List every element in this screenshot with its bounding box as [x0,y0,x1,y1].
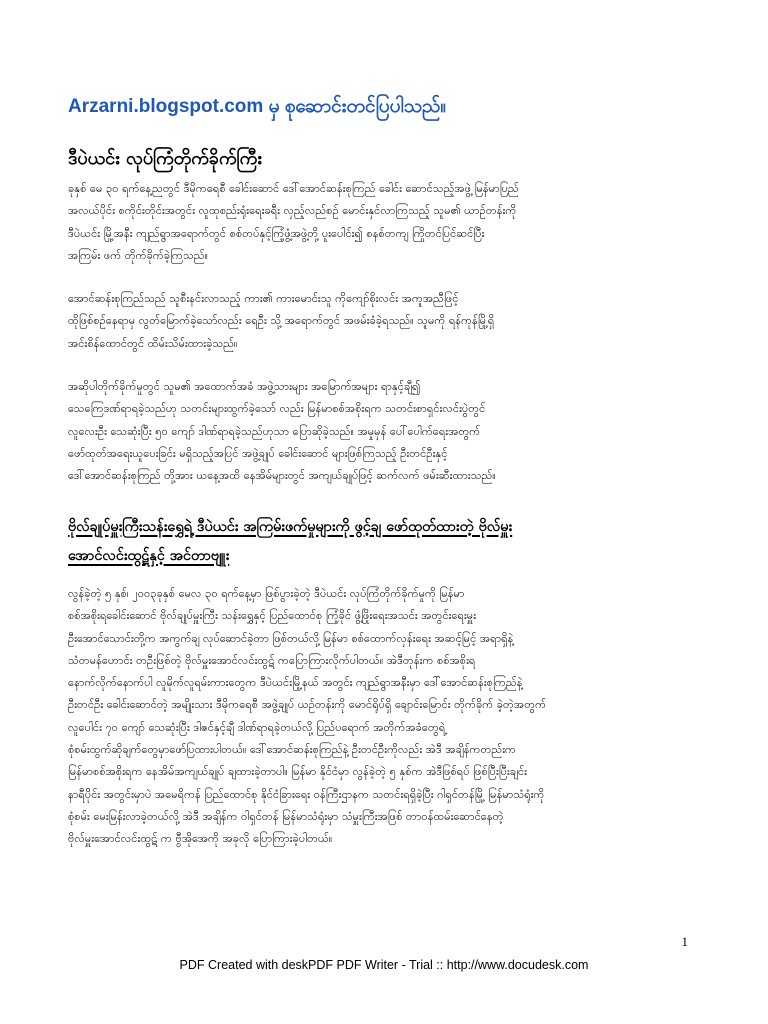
paragraph-line: စုံစမ်း မေးမြန်းလာခဲ့တယ်လို့ အဲဒီ အချိန်က ဝါရှင်တန် မြန်မာသံရုံးမှာ သံမှူးကြီးအဖြစ် တာဝန်ထမ်းဆောင်နေတဲ့ [68,809,504,823]
paragraph-line: ဒီပဲယင်း မြို့အနီး ကျည်ရွာအရောက်တွင် စစ်တပ်နှင့်ကြံ့ဖွံ့အဖွဲ့တို့ ပူးပေါင်း၍ စနစ်တကျ ကြိုတင်ပြင်ဆင်ပြီး [68,226,485,240]
paragraph-line: အလယ်ပိုင်း စကိုင်းတိုင်းအတွင်း လူထုစည်းရုံးရေးခရီး လှည့်လည်စဉ် မောင်းနှင်လာကြသည့် သူမ၏ ယာဉ်တန်းကို [68,204,517,218]
paragraph-line: ခုနှစ် မေ ၃၀ ရက်နေ့ညတွင် ဒီမိုကရေစီ ခေါင်းဆောင် ဒေါ်အောင်ဆန်းစုကြည် ခေါင်း ဆောင်သည့်အဖွဲ့ မြန်မာပြည် [68,182,519,195]
paragraph-line: အဆိုပါတိုက်ခိုက်မှုတွင် သူမ၏ အထောက်အခံ အဖွဲ့သားများ အမြောက်အများ ရာနှင့်ချီ၍ [68,380,421,393]
paragraph-4 [68,583,708,851]
paragraph-line: လွန်ခဲ့တဲ့ ၅ နှစ်၊ ၂၀၀၃ခုနှစ် မေလ ၃၀ ရက်နေ့မှာ ဖြစ်ပွားခဲ့တဲ့ ဒီပဲယင်း လုပ်ကြံတိုက်ခိုက်မှုကို မြန်မာ [68,587,465,600]
paragraph-line: ဦးတင်ဦး ခေါင်းဆောင်တဲ့ အမျိုးသား ဒီမိုကရေစီ အဖွဲ့ချုပ် ယဉ်တန်းကို မောင်ရိုပ်ရှိ ချောင်းမြောင်း တိုက်ခိုက် ခဲ့တဲ့အတွက် [68,698,547,712]
paragraph-line: စစ်အစိုးရခေါင်းဆောင် ဗိုလ်ချုပ်မှူးကြီး သန်းရွှေနှင့် ပြည်ထောင်စု ကြံ့ခိုင် ဖွံ့ဖြိုးရေးအသင်း အတွင်းရေးမှူး [68,609,477,623]
paragraph-line: မြန်မာစစ်အစိုးရက နေအိမ်အကျယ်ချုပ် ချထားခဲ့တာပါ။ မြန်မာ နိုင်ငံမှာ လွန်ခဲ့တဲ့ ၅ နှစ်က အဲဒီဖြစ်ရပ် ဖြစ်ပြီးပြီးချင်း [68,765,528,779]
paragraph-line: နောက်လိုက်နောက်ပါ လူမိုက်လူရမ်းကားတွေက ဒီပဲယင်းမြို့နယ် အတွင်း ကျည်ရွာအနီးမှာ ဒေါ်အောင်ဆန်းစုကြည်နဲ့ [68,676,523,690]
page-number: 1 [681,934,688,949]
paragraph-2 [68,288,708,355]
paragraph-3 [68,376,708,487]
paragraph-line: သံတမန်ဟောင်း တဦးဖြစ်တဲ့ ဗိုလ်မှူးအောင်လင်းထွဋ် ကပြောကြားလိုက်ပါတယ်။ အဲဒီတုန်းက စစ်အစိုးရ [68,653,476,667]
paragraph-line: ဗိုလ်မှူးအောင်လင်းထွဋ် က ဗွီအိုအေကို အခုလို ပြောကြားခဲ့ပါတယ်။ [68,832,333,846]
paragraph-line: ဖော်ထုတ်အရေးယူပေးခြင်း မရှိသည့်အပြင် အဖွဲ့ချုပ် ခေါင်းဆောင် များဖြစ်ကြသည့် ဦးတင်ဦးနှင့် [68,446,448,460]
source-header: Arzarni.blogspot.com မှ စုဆောင်းတင်ပြပါသည်။ [68,96,447,117]
paragraph-line: နာရီပိုင်း အတွင်းမှာပဲ အမေရိကန် ပြည်ထောင်စု နိုင်ငံခြားရေး ဝန်ကြီးဌာနက သတင်းရရှိခဲ့ပြီး ဂါရှင်တန်မြို့ မြန်မာသံရုံးကို [68,787,545,801]
paragraph-1 [68,178,708,267]
paragraph-line: ဒေါ်အောင်ဆန်းစုကြည် တို့အား ယနေ့အထိ နေအိမ်များတွင် အကျယ်ချုပ်ဖြင့် ဆက်လက် ဖမ်းဆီးထားသည်။ [68,469,496,483]
paragraph-line: စုံစမ်းထွက်ဆိုချက်တွေမှာဖော်ပြထားပါတယ်။ ဒေါ်အောင်ဆန်းစုကြည်နဲ့ ဦးတင်ဦးကိုလည်း အဲဒီ အချိန်ကတည်းက [68,743,516,757]
paragraph-line: လူပေါင်း ၇၀ ကျော် သေဆုံးပြီး ဒါဇင်နှင့်ချီ ဒါဏ်ရာရခဲ့တယ်လို့ ပြည်ပရောက် အတိုက်အခံတွေရဲ့ [68,720,446,734]
section-heading-line: အောင်လင်းထွဋ်နှင့် အင်တာဗျူး [68,548,230,564]
section-heading [68,513,708,571]
paragraph-line: သေကြေဒဏ်ရာရခဲ့သည်ဟု သတင်းများထွက်ခဲ့သော် လည်း မြန်မာစစ်အစိုးရက သတင်းစာရှင်းလင်းပွဲတွင် [68,402,486,416]
paragraph-line: ထိုဖြစ်စဉ်နေရာမှ လွတ်မြောက်ခဲ့သော်လည်း ရေဦး သို့ အရောက်တွင် အဖမ်းခံခဲ့ရသည်။ သူမကို ရန်ကုန်မြို့ရှိ [68,314,495,328]
pdf-footer: PDF Created with deskPDF PDF Writer - Trial :: http://www.docudesk.com [179,958,589,972]
paragraph-line: အောင်ဆန်းစုကြည်သည် သူစီးနင်းလာသည့် ကား၏ ကားမောင်းသူ ကိုကျော်စိုးလင်း အကူအညီဖြင့် [68,292,459,305]
paragraph-line: လူလေးဦး သေဆုံးပြီး ၅၀ ကျော် ဒါဏ်ရာရခဲ့သည်ဟုသာ ပြောဆိုခဲ့သည်။ အမှုမှန် ပေါ်ပေါက်ရေးအတွက် [68,424,481,438]
section-heading-line: ဗိုလ်ချုပ်မှူးကြီးသန်းရွှေရဲ့ ဒီပဲယင်း အကြမ်းဖက်မှုများကို ဖွင့်ချ ဖော်ထုတ်ထားတဲ့ ဗိုလ်မှူး [68,519,513,535]
article-title: ဒီပဲယင်း လုပ်ကြံတိုက်ခိုက်ကြီး [68,148,262,169]
paragraph-line: ဦးအောင်သောင်းတို့က အကွက်ချ လုပ်ဆောင်ခဲ့တာ ဖြစ်တယ်လို့ မြန်မာ စစ်ထောက်လှန်းရေး အဆင့်မြင့် အရာရှိနဲ့ [68,631,514,645]
paragraph-line: အကြမ်း ဖက် တိုက်ခိုက်ခဲ့ကြသည်။ [68,248,209,262]
paragraph-line: အင်းစိန်ထောင်တွင် ထိမ်းသိမ်းထားခဲ့သည်။ [68,336,238,350]
